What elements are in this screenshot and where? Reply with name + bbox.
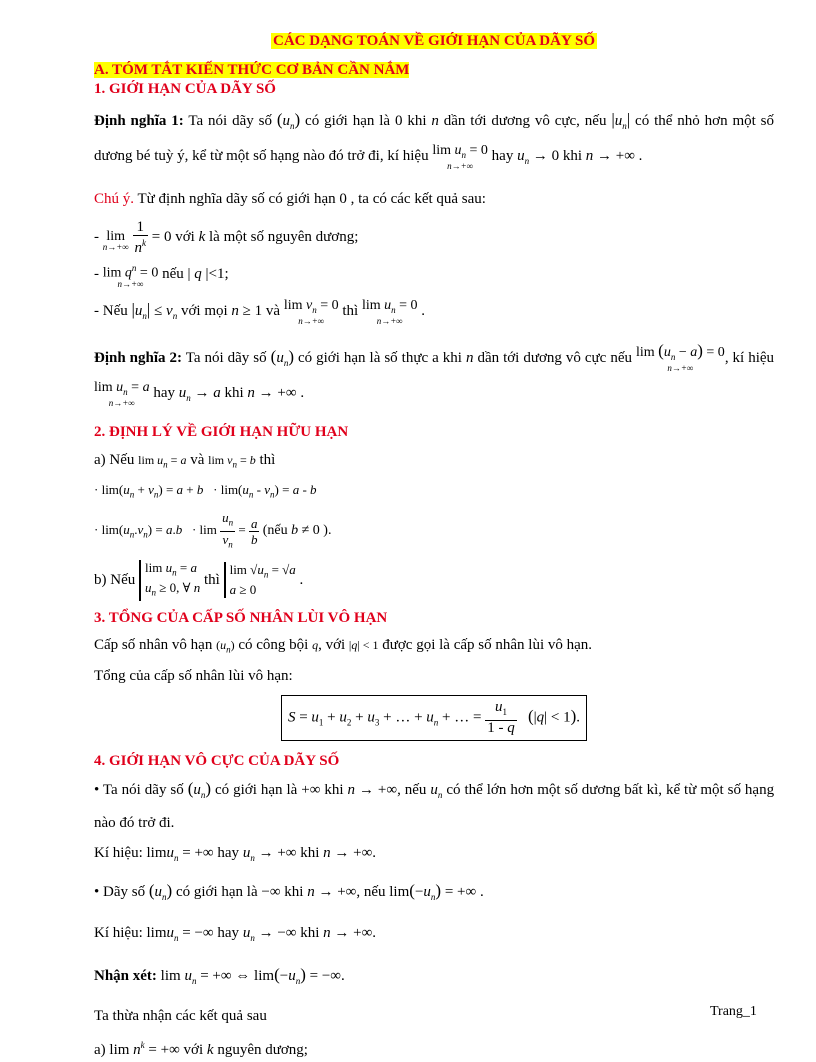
document-title: CÁC DẠNG TOÁN VỀ GIỚI HẠN CỦA DÃY SỐ	[273, 33, 595, 49]
result-2: - $\lim q^n = 0$ n→+∞ nếu | q |<1;	[94, 263, 229, 289]
definition-1: Định nghĩa 1: Ta nói dãy số $(u_n)$ có giới hạn là 0 khi n dần tới dương vô cực, nếu $|u_n|$ có thể nhỏ hơn một số dương bé tuỳ ý, kể từ một số hạng nào đó trở đi, kí hiệu $\lim u_n = 0$ n→+∞ hay $u_n \to 0$ khi n → +∞ .	[94, 110, 774, 171]
infinite-limit-2: • Dãy số $(u_n)$ có giới hạn là −∞ khi n → +∞, nếu $\lim(-u_n)$ = +∞ .	[94, 880, 484, 902]
infinite-limit-1: • Ta nói dãy số $(u_n)$ có giới hạn là +∞ khi n → +∞, nếu $u_n$ có thể lớn hơn một số dương bất kì, kể từ một số hạng nào đó trở đi.	[94, 778, 775, 831]
section-a-heading: A. TÓM TẮT KIẾN THỨC CƠ BẢN CẦN NẮM	[94, 62, 410, 78]
result-a: a) $\lim n^k$ = +∞ với k nguyên dương;	[94, 1039, 308, 1058]
geometric-series-sum-label: Tổng của cấp số nhân lùi vô hạn:	[94, 667, 293, 684]
document-page	[94, 26, 774, 1062]
remark: Nhận xét: $\lim u_n$ = +∞ ⇔ $\lim(-u_n)$ = −∞.	[94, 964, 345, 986]
definition-2: Định nghĩa 2: Ta nói dãy số $(u_n)$ có giới hạn là số thực a khi n dần tới dương vô cực nếu $\lim (u_n - a) = 0$ n→+∞ , kí hiệu $\lim u_n = a$ n→+∞ hay $u_n \to a$ khi n → +∞ .	[94, 341, 775, 408]
note-paragraph: Chú ý. Từ định nghĩa dãy số có giới hạn 0 , ta có các kết quả sau:	[94, 191, 486, 207]
result-3: - Nếu $|u_n| \le v_n$ với mọi n ≥ 1 và $\lim v_n = 0$ n→+∞ thì $\lim u_n = 0$ n→+∞ .	[94, 298, 426, 326]
theorem-b: b) Nếu $\lim u_n = a$ $u_n \ge 0$, ∀ n thì $\lim √u_n = √a$ a ≥ 0 .	[94, 557, 774, 603]
symbol-1: Kí hiệu: limu$_n$ = +∞ hay $u_n$ → +∞ khi n → +∞.	[94, 844, 377, 863]
accept-results: Ta thừa nhận các kết quả sau	[94, 1007, 267, 1024]
geometric-series-definition: Cấp số nhân vô hạn $(u_n)$ có công bội q, với |q| < 1 được gọi là cấp số nhân lùi vô hạn.	[94, 636, 593, 654]
theorem-a-product: · $\lim(u_n.v_n) = a.b \cdot \lim$ $\frac{u_n}{v_n}$ = $\frac{a}{b}$ (nếu b ≠ 0 ).	[94, 509, 332, 550]
heading-3: 3. TỔNG CỦA CẤP SỐ NHÂN LÙI VÔ HẠN	[94, 609, 388, 626]
theorem-a-sum: · $\lim(u_n + v_n) = a + b \cdot \lim(u_n - v_n) = a - b$	[94, 482, 317, 500]
geometric-series-formula: $S = u_1 + u_2 + u_3$ + … + $u_n$ + … = $\frac{u_1}{1 - q}$ (|q| < 1).	[94, 695, 774, 741]
page-number: Trang_1	[710, 1004, 757, 1019]
heading-2: 2. ĐỊNH LÝ VỀ GIỚI HẠN HỮU HẠN	[94, 424, 349, 440]
heading-4: 4. GIỚI HẠN VÔ CỰC CỦA DÃY SỐ	[94, 752, 340, 769]
heading-1: 1. GIỚI HẠN CỦA DÃY SỐ	[94, 81, 276, 97]
theorem-a: a) Nếu $\lim u_n = a$ và $\lim v_n = b$ thì	[94, 452, 276, 470]
result-1: - lim n→+∞ $\frac{1}{n^k}$ = 0 với k là một số nguyên dương;	[94, 218, 359, 256]
symbol-2: Kí hiệu: limu$_n$ = −∞ hay $u_n$ → −∞ khi n → +∞.	[94, 924, 377, 943]
